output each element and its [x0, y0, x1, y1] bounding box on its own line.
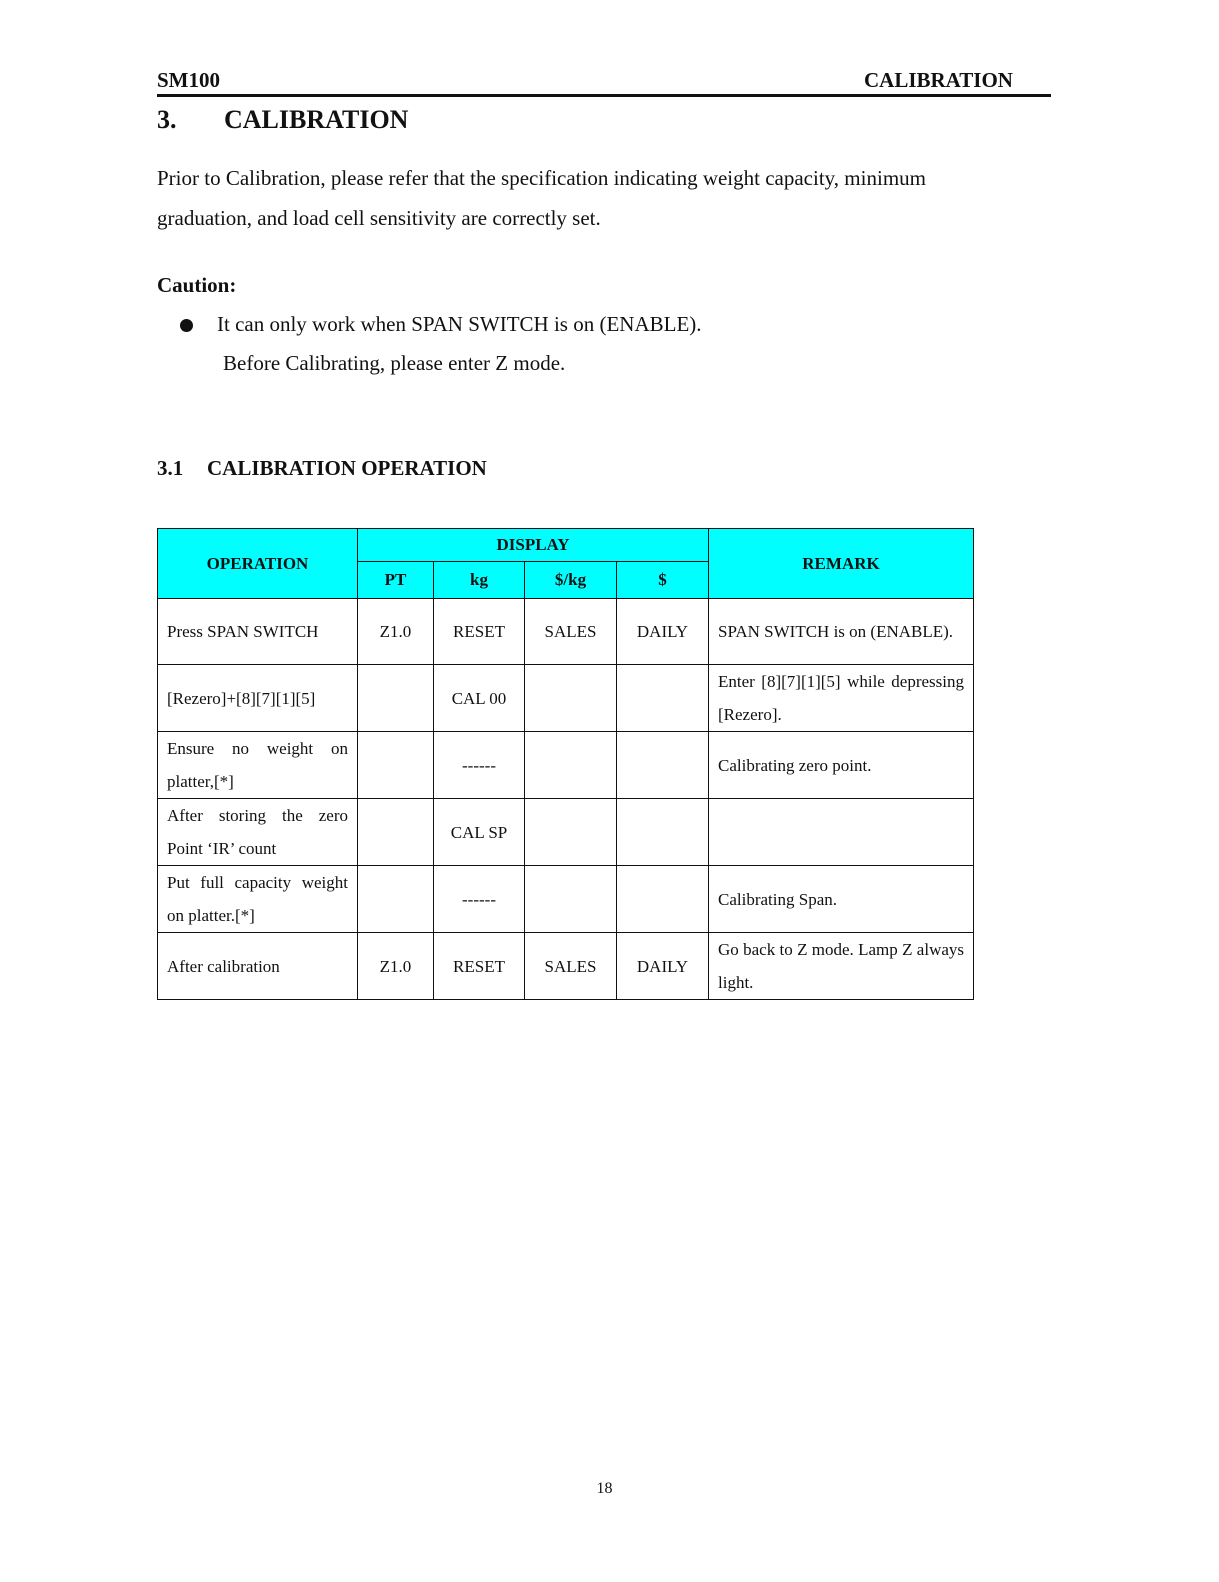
cell-kg: RESET: [434, 933, 525, 1000]
cell-remark: SPAN SWITCH is on (ENABLE).: [709, 599, 974, 665]
cell-price-per-kg: [525, 665, 617, 732]
cell-kg: CAL SP: [434, 799, 525, 866]
cell-pt: [358, 732, 434, 799]
cell-price-per-kg: SALES: [525, 599, 617, 665]
cell-total: [617, 799, 709, 866]
page-number: 18: [596, 1480, 613, 1497]
section-number: 3.: [157, 105, 177, 134]
cell-remark: [709, 799, 974, 866]
caution-label: Caution:: [157, 273, 237, 297]
cell-pt: [358, 665, 434, 732]
table-row: [158, 933, 974, 1000]
caution-line-2: Before Calibrating, please enter Z mode.: [223, 351, 566, 375]
table-row: [158, 732, 974, 799]
cell-price-per-kg: [525, 799, 617, 866]
header-pt: PT: [358, 562, 434, 599]
cell-remark: Calibrating zero point.: [709, 732, 974, 799]
header-price-per-kg: $/kg: [525, 562, 617, 599]
cell-price-per-kg: SALES: [525, 933, 617, 1000]
cell-price-per-kg: [525, 732, 617, 799]
section-heading: CALIBRATION: [224, 105, 409, 134]
table-row: [158, 665, 974, 732]
cell-remark: Enter [8][7][1][5] while depressing [Rezero].: [709, 665, 974, 732]
cell-price-per-kg: [525, 866, 617, 933]
cell-total: [617, 732, 709, 799]
bullet-icon: [180, 319, 193, 332]
cell-kg: CAL 00: [434, 665, 525, 732]
calibration-table: [157, 528, 974, 1000]
cell-remark: Go back to Z mode. Lamp Z always light.: [709, 933, 974, 1000]
caution-line-1: It can only work when SPAN SWITCH is on (ENABLE).: [217, 312, 702, 336]
cell-kg: ------: [434, 732, 525, 799]
section-title: [157, 105, 408, 135]
cell-operation: Press SPAN SWITCH: [158, 599, 358, 665]
cell-total: [617, 665, 709, 732]
header-chapter: CALIBRATION: [864, 68, 1013, 92]
cell-operation: Ensure no weight on platter,[*]: [158, 732, 358, 799]
header-total: $: [617, 562, 709, 599]
cell-total: DAILY: [617, 599, 709, 665]
header-model: SM100: [157, 68, 220, 92]
cell-kg: ------: [434, 866, 525, 933]
cell-pt: Z1.0: [358, 599, 434, 665]
header-kg: kg: [434, 562, 525, 599]
page-header: [157, 66, 1051, 97]
table-row: [158, 799, 974, 866]
table-row: [158, 866, 974, 933]
header-operation: OPERATION: [158, 529, 358, 599]
subsection-number: 3.1: [157, 456, 184, 480]
cell-pt: Z1.0: [358, 933, 434, 1000]
cell-kg: RESET: [434, 599, 525, 665]
subsection-heading: CALIBRATION OPERATION: [207, 456, 487, 480]
cell-total: DAILY: [617, 933, 709, 1000]
cell-remark: Calibrating Span.: [709, 866, 974, 933]
cell-operation: Put full capacity weight on platter.[*]: [158, 866, 358, 933]
cell-operation: After calibration: [158, 933, 358, 1000]
table-row: [158, 599, 974, 665]
header-display: DISPLAY: [358, 529, 709, 562]
subsection-title: [157, 456, 487, 481]
intro-paragraph: Prior to Calibration, please refer that the specification indicating weight capacity, minimum graduation, and load cell sensitivity are correctly set.: [157, 166, 926, 230]
cell-pt: [358, 866, 434, 933]
cell-pt: [358, 799, 434, 866]
cell-operation: [Rezero]+[8][7][1][5]: [158, 665, 358, 732]
cell-operation: After storing the zero Point ‘IR’ count: [158, 799, 358, 866]
cell-total: [617, 866, 709, 933]
header-remark: REMARK: [709, 529, 974, 599]
